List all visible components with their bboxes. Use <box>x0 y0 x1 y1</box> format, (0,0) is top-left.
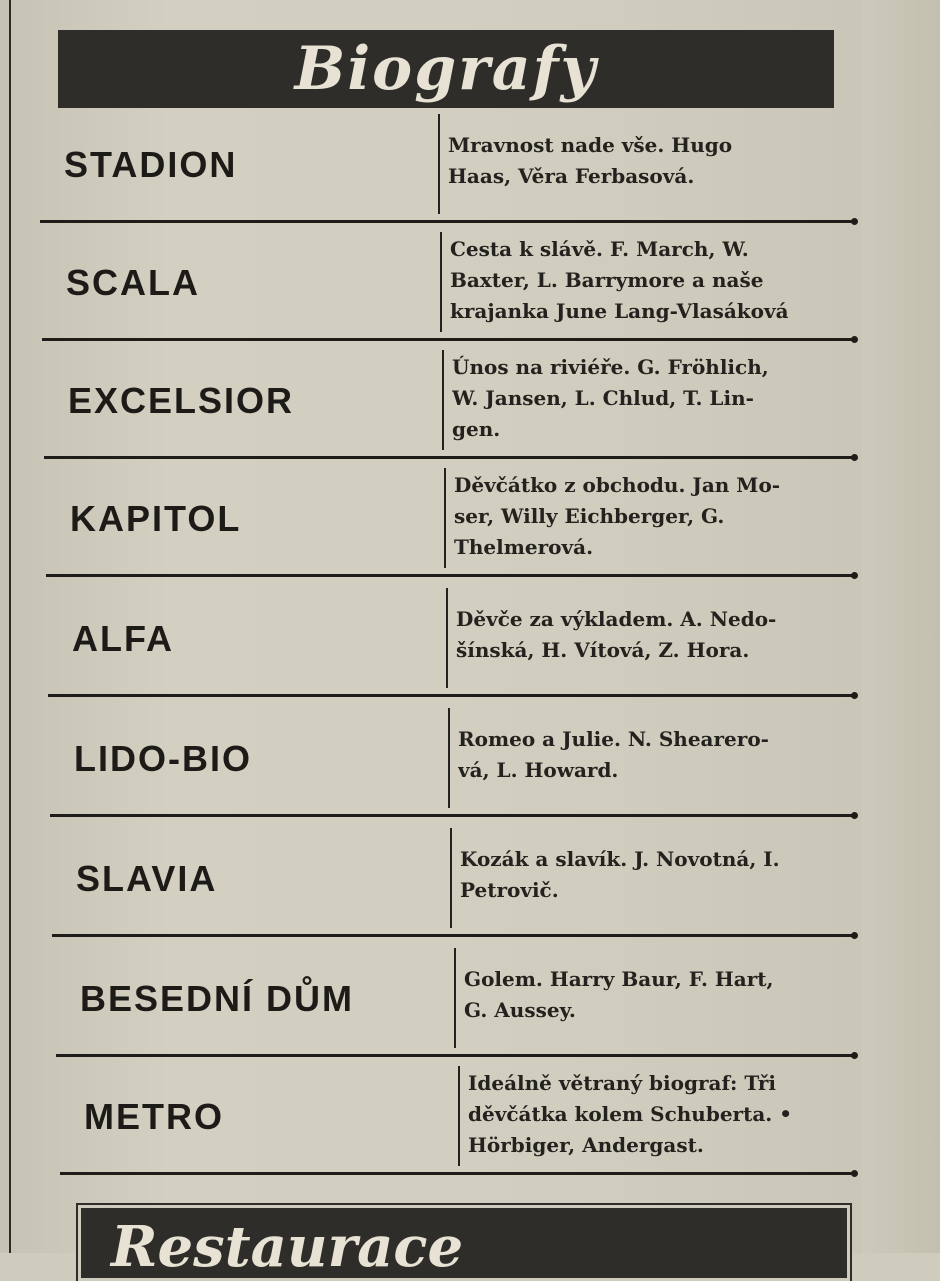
description-line: gen. <box>452 417 501 441</box>
description-line: Hörbiger, Andergast. <box>468 1133 704 1157</box>
cinema-name: EXCELSIOR <box>68 380 295 421</box>
row-separator <box>44 456 854 459</box>
section-title: Biografy <box>294 34 598 104</box>
film-description <box>448 130 858 192</box>
description-line: ser, Willy Eichberger, G. <box>454 504 725 528</box>
row-separator <box>42 338 854 341</box>
column-divider <box>450 828 452 928</box>
description-line: W. Jansen, L. Chlud, T. Lin- <box>452 386 754 410</box>
description-line: Romeo a Julie. N. Shearero- <box>458 727 769 751</box>
film-description <box>464 964 858 1026</box>
listing-row <box>0 584 940 700</box>
cinema-name: ALFA <box>72 618 174 659</box>
cinema-name: SLAVIA <box>76 858 218 899</box>
description-line: Únos na riviéře. G. Fröhlich, <box>452 355 769 379</box>
cinema-name: METRO <box>84 1096 224 1137</box>
listing-row <box>0 464 940 580</box>
description-line: Thelmerová. <box>454 535 594 559</box>
description-line: Děvčátko z obchodu. Jan Mo- <box>454 473 781 497</box>
description-line: vá, L. Howard. <box>458 758 619 782</box>
next-section-title: Restaurace <box>111 1214 464 1280</box>
row-separator <box>40 220 854 223</box>
film-description <box>456 604 858 666</box>
listing-row <box>0 824 940 940</box>
description-line: Mravnost nade vše. Hugo <box>448 133 733 157</box>
cinema-name: BESEDNÍ DŮM <box>80 978 355 1019</box>
column-divider <box>442 350 444 450</box>
cinema-name: STADION <box>64 144 238 185</box>
film-description <box>458 724 858 786</box>
column-divider <box>438 114 440 214</box>
film-description <box>452 352 858 445</box>
description-line: G. Aussey. <box>464 998 576 1022</box>
next-section-banner <box>78 1205 850 1281</box>
description-line: Baxter, L. Barrymore a naše <box>450 268 764 292</box>
row-separator <box>46 574 854 577</box>
description-line: Kozák a slavík. J. Novotná, I. <box>460 847 780 871</box>
column-divider <box>440 232 442 332</box>
cinema-name: SCALA <box>66 262 200 303</box>
row-separator <box>60 1172 854 1175</box>
listing-row <box>0 944 940 1060</box>
listing-row <box>0 228 940 344</box>
description-line: krajanka June Lang-Vlasáková <box>450 299 789 323</box>
film-description <box>460 844 858 906</box>
film-description <box>454 470 858 563</box>
listing-row <box>0 110 940 226</box>
description-line: děvčátka kolem Schuberta. • <box>468 1102 792 1126</box>
row-separator <box>48 694 854 697</box>
section-banner <box>58 30 834 108</box>
row-separator <box>56 1054 854 1057</box>
listing-row <box>0 704 940 820</box>
column-divider <box>458 1066 460 1166</box>
description-line: Cesta k slávě. F. March, W. <box>450 237 749 261</box>
film-description <box>450 234 858 327</box>
description-line: Ideálně větraný biograf: Tři <box>468 1071 776 1095</box>
cinema-name: KAPITOL <box>70 498 242 539</box>
column-divider <box>448 708 450 808</box>
film-description <box>468 1068 858 1161</box>
description-line: Děvče za výkladem. A. Nedo- <box>456 607 777 631</box>
column-divider <box>446 588 448 688</box>
cinema-name: LIDO-BIO <box>74 738 252 779</box>
column-divider <box>444 468 446 568</box>
listing-row <box>0 346 940 462</box>
row-separator <box>52 934 854 937</box>
description-line: Golem. Harry Baur, F. Hart, <box>464 967 774 991</box>
column-divider <box>454 948 456 1048</box>
description-line: šínská, H. Vítová, Z. Hora. <box>456 638 750 662</box>
row-separator <box>50 814 854 817</box>
description-line: Haas, Věra Ferbasová. <box>448 164 695 188</box>
description-line: Petrovič. <box>460 878 559 902</box>
listing-row <box>0 1062 940 1178</box>
